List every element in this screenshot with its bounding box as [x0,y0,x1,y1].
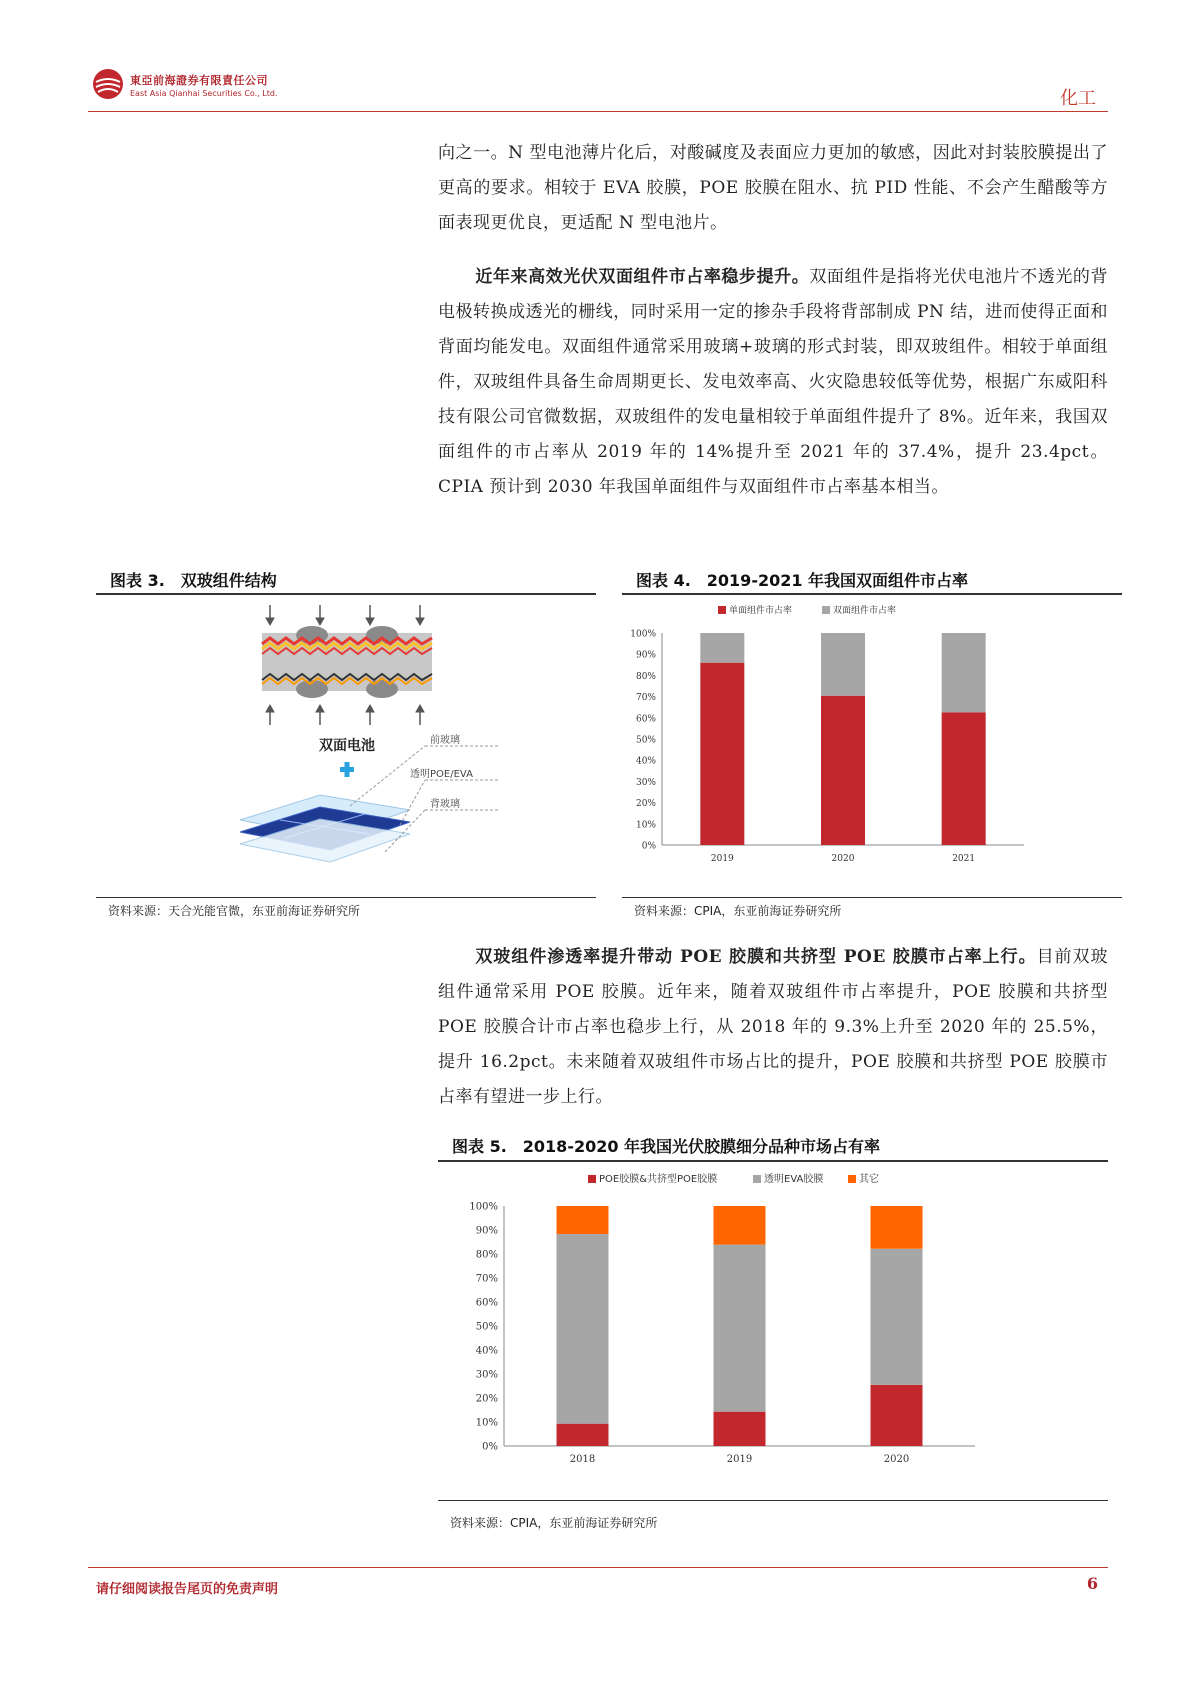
x-tick-label: 2019 [726,1454,753,1465]
fig4-chart [622,600,1122,895]
paragraph-1: 向之一。N 型电池薄片化后，对酸碱度及表面应力更加的敏感，因此对封装胶膜提出了更高的要求。相较于 EVA 胶膜，POE 胶膜在阻水、抗 PID 性能、不会产生醋酸等方面表现更优良，更适配 N 型电池片。 [438,143,1108,233]
module-layers [240,746,500,862]
fig4-bottom-rule [622,897,1122,898]
fig5-chart [438,1166,1108,1496]
cell-label: 双面电池 [319,738,375,754]
legend-label: 其它 [859,1174,879,1185]
bar-segment [557,1424,609,1446]
x-tick-label: 2020 [831,854,855,864]
y-tick-label: 10% [475,1417,498,1429]
section-tag: 化工 [1060,88,1096,109]
y-tick-label: 70% [635,693,656,704]
bar-segment [557,1206,609,1234]
y-tick-label: 50% [475,1321,498,1333]
page-header [88,62,1108,112]
bar-segment [871,1385,923,1446]
bar-segment [714,1412,766,1446]
fig4-top-rule [622,593,1122,595]
fig3-source: 资料来源：天合光能官微，东亚前海证券研究所 [108,904,361,918]
cell-cross-section [262,626,432,698]
y-tick-label: 30% [635,777,656,788]
y-tick-label: 90% [635,650,656,661]
legend-label: 双面组件市占率 [833,606,897,616]
fig3-top-rule [96,593,596,595]
legend-label: 透明EVA胶膜 [764,1174,824,1185]
paragraph-3-body: 目前双玻组件通常采用 POE 胶膜。近年来，随着双玻组件市占率提升，POE 胶膜和共挤型 POE 胶膜合计市占率也稳步上行，从 2018 年的 9.3%上升至 2020 年的 25.5%，提升 16.2pct。未来随着双玻组件市场占比的提升，POE 胶膜和共挤型 POE 胶膜市占率有望进一步上行。 [438,947,1108,1107]
y-tick-label: 30% [475,1369,498,1381]
fig5-plot-group [469,1172,975,1465]
legend-swatch [753,1175,761,1183]
bar-segment [714,1206,766,1245]
legend-label: POE胶膜&共挤型POE胶膜 [599,1174,718,1185]
bar-segment [821,633,865,696]
plus-icon [340,762,354,777]
bar-segment [700,633,744,663]
company-logo-icon [92,68,124,100]
company-name-en: East Asia Qianhai Securities Co., Ltd. [130,89,278,98]
y-tick-label: 100% [630,629,656,640]
page-number: 6 [1086,1574,1098,1593]
x-tick-label: 2020 [883,1454,910,1465]
y-tick-label: 60% [635,714,656,725]
paragraph-3 [438,940,1108,1115]
fig5-top-rule [438,1160,1108,1162]
front-glass-label: 前玻璃 [430,735,460,746]
x-tick-label: 2021 [952,854,976,864]
y-tick-label: 70% [475,1273,498,1285]
fig3-bottom-rule [96,897,596,898]
legend-swatch [848,1175,856,1183]
bar-segment [871,1249,923,1385]
fig4-title: 图表 4. 2019-2021 年我国双面组件市占率 [636,571,969,590]
paragraph-2-lead: 近年来高效光伏双面组件市占率稳步提升。 [475,267,810,287]
fig4-plot-group [630,604,1024,864]
down-arrows [266,605,424,625]
y-tick-label: 20% [475,1393,498,1405]
disclaimer-note: 请仔细阅读报告尾页的免责声明 [96,1582,279,1597]
fig4-source: 资料来源：CPIA，东亚前海证券研究所 [634,904,842,918]
legend-swatch [588,1175,596,1183]
y-tick-label: 40% [635,756,656,767]
y-tick-label: 50% [635,735,656,746]
y-tick-label: 0% [482,1441,498,1453]
y-tick-label: 0% [641,841,656,852]
fig5-title: 图表 5. 2018-2020 年我国光伏胶膜细分品种市场占有率 [452,1137,881,1156]
y-tick-label: 90% [475,1225,498,1237]
bar-segment [942,712,986,845]
x-tick-label: 2018 [569,1454,596,1465]
y-tick-label: 60% [475,1297,498,1309]
fig5-bottom-rule [438,1500,1108,1501]
back-glass-label: 背玻璃 [430,799,460,810]
paragraph-2 [438,260,1108,505]
bar-segment [821,696,865,845]
bar-segment [700,663,744,845]
y-tick-label: 20% [635,799,656,810]
bar-segment [871,1206,923,1249]
company-name-cn: 東亞前海證券有限責任公司 [130,74,268,87]
legend-swatch [718,606,726,614]
fig3-diagram [200,600,500,900]
y-tick-label: 40% [475,1345,498,1357]
y-tick-label: 100% [469,1201,498,1213]
fig3-title: 图表 3. 双玻组件结构 [110,571,277,590]
legend-swatch [822,606,830,614]
paragraph-2-body: 双面组件是指将光伏电池片不透光的背电极转换成透光的栅线，同时采用一定的掺杂手段将背部制成 PN 结，进而使得正面和背面均能发电。双面组件通常采用玻璃+玻璃的形式封装，即双玻组件。相较于单面组件，双玻组件具备生命周期更长、发电效率高、火灾隐患较低等优势，根据广东威阳科技有限公司官微数据，双玻组件的发电量相较于单面组件提升了 8%。近年来，我国双面组件的市占率从 2019 年的 14%提升至 2021 年的 37.4%，提升 23.4pct。CPIA 预计到 2030 年我国单面组件与双面组件市占率基本相当。 [438,267,1109,497]
fig5-source: 资料来源：CPIA，东亚前海证券研究所 [450,1516,658,1530]
paragraph-3-lead: 双玻组件渗透率提升带动 POE 胶膜和共挤型 POE 胶膜市占率上行。 [475,947,1037,967]
y-tick-label: 80% [475,1249,498,1261]
bar-segment [942,633,986,712]
bar-segment [714,1245,766,1412]
legend-label: 单面组件市占率 [729,606,793,616]
footer-divider [88,1567,1108,1568]
y-tick-label: 10% [635,820,656,831]
header-divider [88,111,1108,112]
y-tick-label: 80% [635,671,656,682]
x-tick-label: 2019 [710,854,734,864]
encapsulant-label: 透明POE/EVA [410,769,473,780]
bar-segment [557,1234,609,1424]
